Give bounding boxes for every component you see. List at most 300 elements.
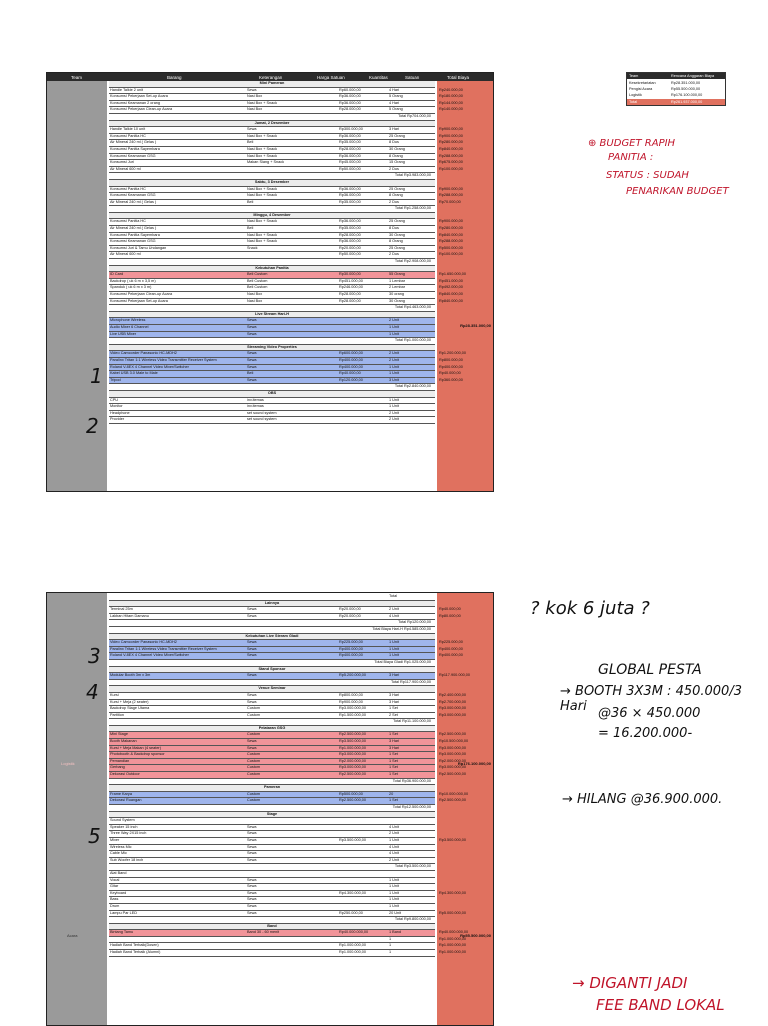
cell-c1: Konsumsi Juri & Tamu Undangan — [110, 245, 167, 250]
summary-key: Kesekretariatan — [629, 80, 656, 85]
cell-c3: Rp3.000.000,00 — [339, 752, 367, 757]
cell-c3: Rp1.000.000,00 — [339, 943, 367, 948]
section-title: Kebutuhan Panitia — [255, 265, 289, 270]
cell-c5: Rp100.000,00 — [439, 166, 463, 171]
table-row — [109, 739, 469, 746]
row-total: Total Rp704.000,00 — [398, 113, 431, 118]
cell-c5: Rp70.000,00 — [439, 199, 461, 204]
summary-value: Rp176.100.000,00 — [671, 93, 703, 98]
table-row — [109, 726, 435, 733]
cell-c1: Live USB Mixer — [110, 331, 137, 336]
cell-c1: Tripod — [110, 377, 121, 382]
cell-c3: Rp2.500.000,00 — [339, 772, 367, 777]
table-row — [109, 81, 435, 88]
cell-c5: Rp3.000.000,00 — [439, 706, 467, 711]
table-row — [109, 594, 435, 601]
note-diganti-line-2: FEE BAND LOKAL — [596, 996, 725, 1014]
cell-c3: Rp40.000.000,00 — [339, 930, 369, 935]
cell-c4: 2 Set — [389, 712, 398, 717]
cell-c1: Provider — [110, 417, 125, 422]
note-calc-1: @36 × 450.000 — [598, 706, 701, 721]
cell-c5: Rp225.000,00 — [439, 640, 463, 645]
table-row — [109, 943, 467, 950]
cell-c1: Konsumsi Keamanan GSG — [110, 193, 156, 198]
table-row — [109, 87, 463, 95]
cell-c5: Rp2.500.000,00 — [439, 732, 467, 737]
table-row — [109, 646, 463, 654]
table-row — [109, 851, 435, 858]
cell-c4: 4 Hari — [389, 100, 400, 105]
cell-c2: Sewa — [247, 646, 257, 651]
cell-c3: Rp36.000,00 — [339, 219, 361, 224]
cell-c5: Rp140.000,00 — [439, 107, 463, 112]
table-row — [109, 667, 435, 674]
cell-c4: 5 Orang — [389, 107, 403, 112]
table-row — [109, 140, 463, 147]
table-row — [109, 94, 463, 101]
cell-c4: 1 Unit — [389, 404, 399, 409]
table-row — [109, 404, 435, 411]
table-row — [109, 831, 435, 838]
cell-c3: Rp45.000,00 — [339, 160, 361, 165]
cell-c2: Custom — [247, 798, 261, 803]
cell-c2: Band 30 - 60 menit — [247, 930, 280, 935]
table-row — [109, 107, 463, 114]
cell-c2: Sewa — [247, 364, 257, 369]
table-row — [109, 752, 467, 759]
cell-c2: Sewa — [247, 831, 257, 836]
cell-c4: 30 Orang — [389, 298, 405, 303]
summary-total — [627, 99, 725, 105]
row-total: Total Rp117.900.000,00 — [390, 679, 431, 684]
cell-c1: Bass — [110, 897, 119, 902]
section-title: Pelataran GSG — [258, 725, 286, 730]
cell-c1: Video Camcorder Panasonic HC-MDH2 — [110, 640, 177, 645]
cell-c4: 1 Unit — [389, 640, 399, 645]
cell-c1: Booth Makanan — [110, 739, 137, 744]
row-total: Total Rp3.983.000,00 — [394, 173, 431, 178]
cell-c5: Rp117.900.000,00 — [439, 673, 470, 678]
table-row — [109, 417, 435, 424]
table-row — [109, 312, 435, 319]
cell-c3: Rp400.000,00 — [339, 646, 363, 651]
cell-c1: Dekorasi Ruangan — [110, 798, 142, 803]
cell-c2: Sewa — [247, 613, 257, 618]
cell-c2: Sewa — [247, 351, 257, 356]
cell-c2: Sewa — [247, 377, 257, 382]
table-row — [109, 146, 463, 154]
cell-c2: Nasi Box + Snack — [247, 239, 278, 244]
cell-c5: Rp2.400.000,00 — [439, 692, 467, 697]
cell-c1: Konsumsi Panitia Sayembara — [110, 146, 160, 151]
row-total: Total Biaya Hari-H Rp4.585.000,00 — [372, 626, 431, 631]
cell-c2: Custom — [247, 706, 261, 711]
cell-c5: Rp100.000,00 — [439, 252, 463, 257]
table-row — [109, 837, 467, 845]
cell-c2: Nasi Box — [247, 298, 263, 303]
cell-c4: 2 Unit — [389, 357, 399, 362]
cell-c1: Mixer — [110, 837, 120, 842]
cell-c1: Kabel USB 3.0 Male to Male — [110, 371, 158, 376]
cell-c4: 25 Orang — [389, 133, 405, 138]
cell-c4: 3 Hari — [389, 692, 400, 697]
cell-c1: Roland V-8EX 4 Channel Video Mixer/Switcher — [110, 364, 189, 369]
table-row — [109, 673, 470, 680]
summary-value: Rp28.351.000,00 — [671, 80, 701, 85]
table-row — [109, 858, 435, 865]
cell-c4: 1 Unit — [389, 877, 399, 882]
table-row — [109, 712, 467, 720]
section-title: Live Stream Hari-H — [255, 311, 289, 316]
cell-c2: Snack — [247, 245, 258, 250]
cell-c2: Sewa — [247, 699, 257, 704]
cell-c4: 1 Unit — [389, 837, 399, 842]
table-row — [109, 398, 435, 405]
cell-c4: 2 Unit — [389, 417, 399, 422]
note-global-pesta: GLOBAL PESTA — [598, 662, 702, 678]
cell-c3: Rp2.000.000,00 — [339, 758, 367, 763]
cell-c5: Rp900.000,00 — [439, 127, 463, 132]
cell-c1: Kursi + Meja (2 seater) — [110, 699, 149, 704]
cell-c1: Air Mineral 600 ml — [110, 252, 141, 257]
row-total: Total Rp2.840.000,00 — [394, 384, 431, 389]
cell-c5: Rp144.000,00 — [439, 100, 463, 105]
cell-c5: Rp3.000.000,00 — [439, 752, 467, 757]
table-row — [109, 772, 467, 779]
cell-c2: Custom — [247, 752, 261, 757]
cell-c2: Sewa — [247, 877, 257, 882]
section-title: Minggu, 4 Desember — [253, 212, 291, 217]
cell-c4: 1 Set — [389, 772, 398, 777]
cell-c5: Rp280.000,00 — [439, 226, 463, 231]
cell-c2: set sound system — [247, 417, 277, 422]
cell-c2: Sewa — [247, 837, 257, 842]
table-row — [109, 121, 435, 128]
table-row — [109, 805, 435, 812]
cell-c4: 5 Orang — [389, 94, 403, 99]
cell-c5: Rp2.700.000,00 — [439, 699, 467, 704]
cell-c1: Cable Mic — [110, 851, 127, 856]
cell-c2: Sewa — [247, 857, 257, 862]
side-total-2b: Rp55.500.000,00 — [460, 933, 491, 938]
table-row — [109, 607, 461, 614]
table-row — [109, 384, 435, 391]
marker-3: 3 — [88, 644, 101, 668]
cell-c1: Konsumsi Juri — [110, 160, 134, 165]
table-row — [109, 206, 435, 213]
cell-c2: Sewa — [247, 745, 257, 750]
cell-c2: Sewa — [247, 903, 257, 908]
cell-c4: 4 Hari — [389, 87, 400, 92]
cell-c4: 20 Unit — [389, 910, 402, 915]
table-row — [109, 686, 435, 693]
table-row — [109, 298, 463, 306]
cell-c2: set sound system — [247, 410, 277, 415]
section-title: Pameran — [263, 785, 281, 790]
cell-c5: Rp3.000.000,00 — [439, 745, 467, 750]
cell-c1: Keyboard — [110, 890, 127, 895]
cell-c4: 3 Hari — [389, 699, 400, 704]
cell-c1: Lampu Par LED — [110, 910, 138, 915]
table-row — [109, 706, 467, 713]
team-label-logistik: Logistik — [61, 761, 75, 766]
cell-c4: 25 Orang — [389, 245, 405, 250]
table-row — [109, 325, 435, 332]
cell-c5: Rp4.300.000,00 — [439, 890, 467, 895]
note-booth-price: → BOOTH 3X3M : 450.000/3 Hari — [560, 684, 742, 714]
cell-c2: Nasi Box + Snack — [247, 193, 278, 198]
cell-c2: Sewa — [247, 890, 257, 895]
table-row — [109, 278, 463, 286]
cell-c2: Nasi Box + Snack — [247, 100, 278, 105]
row-total: Total Rp2.908.000,00 — [394, 259, 431, 264]
table-row — [109, 199, 461, 207]
cell-c1: Bintang Tamu — [110, 930, 134, 935]
cell-c4: 1 Set — [389, 732, 398, 737]
cell-c2: Sewa — [247, 640, 257, 645]
table-row — [109, 371, 461, 378]
cell-c1: Gerbang — [110, 765, 125, 770]
table-row — [109, 338, 435, 345]
cell-c1: Gitar — [110, 884, 119, 889]
table-row — [109, 620, 435, 627]
cell-c3: Rp4.300.000,00 — [339, 890, 367, 895]
cell-c2: Sewa — [247, 331, 257, 336]
table-row — [109, 719, 435, 726]
cell-c4: 3 Hari — [389, 745, 400, 750]
summary-head-value: Rencana Anggaran Biaya — [671, 74, 715, 79]
table-row — [109, 758, 467, 766]
cell-c5: Rp288.000,00 — [439, 239, 463, 244]
cell-c5: Rp2.000.000,00 — [439, 758, 467, 763]
cell-c5: Rp1.000.000,00 — [439, 936, 467, 941]
table-row — [109, 930, 469, 937]
cell-c5: Rp500.000,00 — [439, 245, 463, 250]
cell-c3: Rp60.000,00 — [339, 87, 361, 92]
table-row — [109, 634, 435, 641]
cell-c3: Rp1.000.000,00 — [339, 950, 367, 955]
cell-c2: Beli Custom — [247, 278, 268, 283]
cell-c1: Konsumsi Pekerjaan Set-up Acara — [110, 298, 168, 303]
cell-c5: Rp288.000,00 — [439, 193, 463, 198]
cell-c5: Rp1.650.000,00 — [439, 272, 467, 277]
cell-c5: Rp288.000,00 — [439, 153, 463, 158]
cell-c3: Rp28.000,00 — [339, 146, 361, 151]
table-row — [109, 193, 463, 200]
cell-c4: 4 Unit — [389, 844, 399, 849]
cell-c2: Nasi Box — [247, 292, 263, 296]
section-title: Stand Sponsor — [258, 666, 286, 671]
cell-c5: Rp10.000.000,00 — [439, 791, 469, 796]
table-row — [109, 653, 463, 660]
cell-c1: Konsumsi Keamanan GSG — [110, 153, 156, 158]
table-row — [109, 897, 435, 904]
cell-c4: 20 — [389, 791, 394, 796]
cell-c4: 2 Dus — [389, 166, 399, 171]
cell-c2: Sewa — [247, 607, 257, 612]
table-row — [109, 345, 435, 352]
cell-c5: Rp240.000,00 — [439, 87, 463, 92]
cell-c5: Rp280.000,00 — [439, 140, 463, 145]
summary-key: Logistik — [629, 93, 642, 98]
table-row — [109, 812, 435, 819]
cell-c2: Nasi Box + Snack — [247, 232, 278, 237]
row-total: Total Rp9.800.000,00 — [394, 917, 431, 922]
section-title: Jumat, 2 Desember — [254, 120, 290, 125]
table-row — [109, 219, 463, 226]
summary-table — [626, 72, 726, 106]
cell-c2: Sewa — [247, 897, 257, 902]
cell-c4: 1 Unit — [389, 903, 399, 908]
cell-c2: Beli — [247, 140, 254, 145]
cell-c1: Pemandian — [110, 758, 130, 763]
table-row — [109, 627, 435, 634]
table-row — [109, 924, 435, 931]
cell-c1: Monitor — [110, 404, 123, 409]
cell-c3: Rp36.000,00 — [339, 153, 361, 158]
table-row — [109, 213, 435, 220]
cell-c4: 1 Unit — [389, 397, 399, 402]
cell-c2: inv.itemas — [247, 397, 264, 402]
table-row — [109, 127, 463, 134]
header-total: Total Biaya — [447, 74, 470, 80]
cell-c4: 2 Dus — [389, 252, 399, 257]
cell-c2: Sewa — [247, 910, 257, 915]
cell-c3: Rp3.500.000,00 — [339, 739, 367, 744]
cell-c1: Air Mineral 240 ml ( Gelas ) — [110, 140, 157, 145]
cell-c2: Custom — [247, 772, 261, 777]
cell-c4: 30 Orang — [389, 232, 405, 237]
summary-total-label: Total — [629, 99, 638, 104]
section-title: Streaming Video Properties — [247, 344, 297, 349]
cell-c1: Konsumsi Pekerjaan Set-up Acara — [110, 94, 168, 99]
cell-c2: Sewa — [247, 739, 257, 744]
cell-c2: Sewa — [247, 692, 257, 697]
rows-sheet-2 — [109, 594, 470, 957]
cell-c5: Rp1.000.000,00 — [439, 943, 467, 948]
table-row — [109, 226, 463, 233]
cell-c5: Rp80.000,00 — [439, 613, 461, 618]
cell-c3: Rp28.000,00 — [339, 298, 361, 303]
note-budget-line-3: STATUS : SUDAH — [606, 170, 689, 181]
cell-c4: 3 Unit — [389, 377, 399, 382]
cell-c2: Nasi Box + Snack — [247, 153, 278, 158]
table-row — [109, 245, 463, 253]
header-satuan: Satuan — [405, 74, 420, 80]
table-row — [109, 910, 467, 918]
cell-c4: 1 Set — [389, 706, 398, 711]
cell-c4: 2 Unit — [389, 857, 399, 862]
section-title: OBS — [267, 390, 277, 395]
table-row — [109, 318, 435, 325]
cell-c1: Kursi — [110, 692, 119, 697]
note-hilang: → HILANG @36.900.000. — [562, 792, 723, 807]
cell-c4: 8 Orang — [389, 153, 403, 158]
row-total: Total Rp3.500.000,00 — [394, 864, 431, 869]
cell-c1: CPU — [110, 397, 119, 402]
marker-4: 4 — [86, 680, 99, 704]
cell-c4: 8 Dus — [389, 226, 399, 231]
cell-c5: Rp2.500.000,00 — [439, 772, 467, 777]
cell-c5: Rp3.500.000,00 — [439, 837, 467, 842]
cell-c1: Konsumsi Pekerjaan Clean-up Acara — [110, 292, 173, 296]
cell-c1: Alat Band — [110, 870, 127, 875]
cell-c4: 8 Dus — [389, 140, 399, 145]
table-row — [109, 871, 435, 878]
table-row — [109, 364, 463, 372]
cell-c2: Beli Custom — [247, 285, 268, 290]
cell-c4: 1 Lembar — [389, 278, 406, 283]
cell-c2: Sewa — [247, 824, 257, 829]
cell-c2: Sewa — [247, 884, 257, 889]
header-keterangan: Keterangan — [259, 74, 283, 80]
cell-c4: 1 Unit — [389, 331, 399, 336]
note-budget-line-4: PENARIKAN BUDGET — [626, 186, 729, 197]
table-row — [109, 114, 435, 121]
note-diganti-line-1: → DIGANTI JADI — [572, 974, 688, 992]
header-harga: Harga Satuan — [317, 74, 345, 80]
cell-c1: Konsumsi Panitia HC — [110, 186, 146, 191]
section-title: Sabtu, 3 Desember — [254, 179, 290, 184]
table-row — [109, 266, 435, 273]
cell-c2: Custom — [247, 765, 261, 770]
cell-c2: Sewa — [247, 357, 257, 362]
cell-c1: Konsumsi Panitia Sayembara — [110, 232, 160, 237]
cell-c3: Rp2.500.000,00 — [339, 798, 367, 803]
cell-c5: Rp800.000,00 — [439, 357, 463, 362]
cell-c3: Rp225.000,00 — [339, 640, 363, 645]
cell-c2: Nasi Box + Snack — [247, 133, 278, 138]
cell-c4: 1 Unit — [389, 371, 399, 376]
cell-c4: 25 Orang — [389, 186, 405, 191]
cell-c2: Custom — [247, 758, 261, 763]
table-row — [109, 332, 435, 339]
table-row — [109, 160, 463, 167]
cell-c5: Rp40.000,00 — [439, 607, 461, 612]
table-row — [109, 305, 435, 312]
table-row — [109, 680, 435, 687]
table-row — [109, 884, 435, 891]
marker-5: 5 — [88, 824, 101, 848]
cell-c4: 1 Set — [389, 758, 398, 763]
cell-c4: 30 Orang — [389, 146, 405, 151]
summary-key: Pengisi Acara — [629, 86, 653, 91]
table-row — [109, 699, 467, 707]
cell-c1: Terminal 25m — [110, 607, 133, 612]
cell-c3: Rp2.500.000,00 — [339, 732, 367, 737]
cell-c3: Rp40.000,00 — [339, 371, 361, 376]
cell-c3: Rp300.000,00 — [339, 127, 363, 132]
cell-c3: Rp800.000,00 — [339, 692, 363, 697]
table-row — [109, 259, 435, 266]
side-total-1: Rp28.351.000,00 — [460, 323, 491, 328]
table-row — [109, 252, 463, 259]
cell-c3: Rp3.000.000,00 — [339, 765, 367, 770]
cell-c1: Microphone Wireless — [110, 318, 146, 323]
row-total: Total Rp12.500.000,00 — [392, 805, 431, 809]
cell-c3: Rp50.000,00 — [339, 166, 361, 171]
cell-c1: Spanduk ( uk 6 m x 3 m) — [110, 285, 152, 290]
header-barang: Barang — [167, 74, 182, 80]
cell-c5: Rp40.000.000,00 — [439, 930, 469, 935]
cell-c1: Paralinx Tritan 1:1 Wireless Video Transmitter Receiver System — [110, 646, 217, 651]
table-row — [109, 186, 463, 194]
cell-c3: Rp5.200.000,00 — [339, 673, 367, 678]
table-row — [109, 864, 435, 871]
cell-c5: Rp180.000,00 — [439, 94, 463, 99]
table-row — [109, 232, 463, 240]
table-row — [109, 660, 435, 667]
